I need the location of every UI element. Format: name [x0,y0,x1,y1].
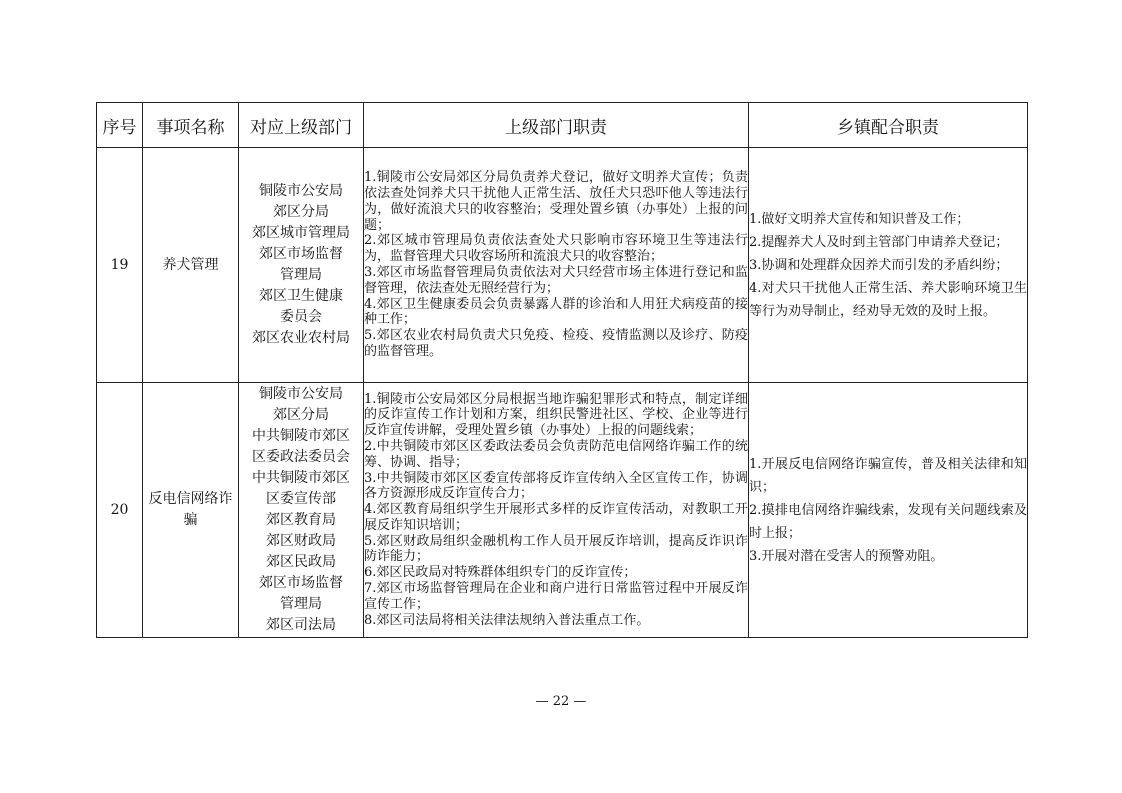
department-line: 中共铜陵市郊区 [252,470,350,486]
department-line: 郊区城市管理局 [252,225,350,241]
department-list [239,383,364,638]
responsibility-list [364,148,749,383]
row-number: 19 [97,148,143,383]
responsibility-item: 5.郊区农业农村局负责犬只免疫、检疫、疫情监测以及诊疗、防疫的监督管理。 [364,328,748,359]
header-number: 序号 [97,103,143,148]
cooperation-list [749,148,1028,383]
header-responsibilities: 上级部门职责 [364,103,749,148]
responsibility-item: 5.郊区财政局组织金融机构工作人员开展反诈培训，提高反诈识诈防诈能力； [364,533,748,565]
header-cooperation: 乡镇配合职责 [749,103,1028,148]
responsibility-item: 3.郊区市场监督管理局负责依法对犬只经营市场主体进行登记和监督管理，依法查处无照经营行为； [364,265,748,296]
department-line: 郊区市场监督 [259,246,343,262]
department-line: 郊区司法局 [266,617,336,633]
responsibility-item: 2.郊区城市管理局负责依法查处犬只影响市容环境卫生等违法行为，监督管理犬只收容场所和流浪犬只的收容整治； [364,233,748,265]
responsibility-item: 2.中共铜陵市郊区区委政法委员会负责防范电信网络诈骗工作的统筹、协调、指导； [364,438,748,470]
table-row [97,383,1028,638]
item-name: 反电信网络诈骗 [143,383,239,638]
department-line: 郊区市场监督 [259,575,343,591]
responsibility-item: 8.郊区司法局将相关法律法规纳入普法重点工作。 [364,612,650,628]
cooperation-item: 2.提醒养犬人及时到主管部门申请养犬登记； [749,234,1009,250]
department-line: 管理局 [280,267,322,283]
responsibility-item: 4.郊区教育局组织学生开展形式多样的反诈宣传活动，对教职工开展反诈知识培训； [364,502,748,533]
department-line: 郊区分局 [273,204,329,220]
cooperation-item: 3.协调和处理群众因养犬而引发的矛盾纠纷； [749,257,1009,273]
table-row [97,148,1028,383]
department-line: 铜陵市公安局 [259,386,343,402]
responsibility-item: 4.郊区卫生健康委员会负责暴露人群的诊治和人用狂犬病疫苗的接种工作； [364,296,748,328]
responsibility-item: 3.中共铜陵市郊区区委宣传部将反诈宣传纳入全区宣传工作，协调各方资源形成反诈宣传合力； [364,470,748,502]
cooperation-list [749,383,1028,638]
header-row [97,103,1028,148]
department-line: 中共铜陵市郊区 [252,428,350,444]
department-line: 委员会 [280,309,322,325]
responsibility-list [364,383,749,638]
department-line: 铜陵市公安局 [259,183,343,199]
cooperation-item: 3.开展对潜在受害人的预警劝阻。 [749,548,944,564]
responsibility-item: 6.郊区民政局对特殊群体组织专门的反诈宣传； [364,565,637,581]
department-line: 郊区农业农村局 [252,330,350,346]
header-item-name: 事项名称 [143,103,239,148]
page-number: — 22 — [535,694,587,709]
cooperation-item: 4.对犬只干扰他人正常生活、养犬影响环境卫生等行为劝导制止，经劝导无效的及时上报。 [749,280,1027,319]
department-line: 郊区民政局 [266,554,336,570]
duty-table [96,102,1028,638]
responsibility-item: 1.铜陵市公安局郊区分局根据当地诈骗犯罪形式和特点，制定详细的反诈宣传工作计划和方案，组织民警进社区、学校、企业等进行反诈宣传讲解，受理处置乡镇（办事处）上报的问题线索； [364,391,748,439]
department-line: 郊区教育局 [266,512,336,528]
department-line: 区委政法委员会 [252,449,350,465]
item-name: 养犬管理 [143,148,239,383]
header-departments: 对应上级部门 [239,103,364,148]
department-line: 郊区卫生健康 [259,288,343,304]
department-line: 郊区财政局 [266,533,336,549]
row-number: 20 [97,383,143,638]
responsibility-item: 7.郊区市场监督管理局在企业和商户进行日常监管过程中开展反诈宣传工作； [364,581,748,612]
responsibility-item: 1.铜陵市公安局郊区分局负责养犬登记，做好文明养犬宣传；负责依法查处饲养犬只干扰他人正常生活、放任犬只恐吓他人等违法行为，做好流浪犬只的收容整治；受理处置乡镇（办事处）上报的问题； [364,170,748,233]
department-line: 郊区分局 [273,407,329,423]
cooperation-item: 1.做好文明养犬宣传和知识普及工作； [749,211,970,227]
department-line: 管理局 [280,596,322,612]
cooperation-item: 1.开展反电信网络诈骗宣传，普及相关法律和知识； [749,456,1027,495]
department-line: 区委宣传部 [266,491,336,507]
cooperation-item: 2.摸排电信网络诈骗线索，发现有关问题线索及时上报； [749,502,1027,541]
department-list [239,148,364,383]
